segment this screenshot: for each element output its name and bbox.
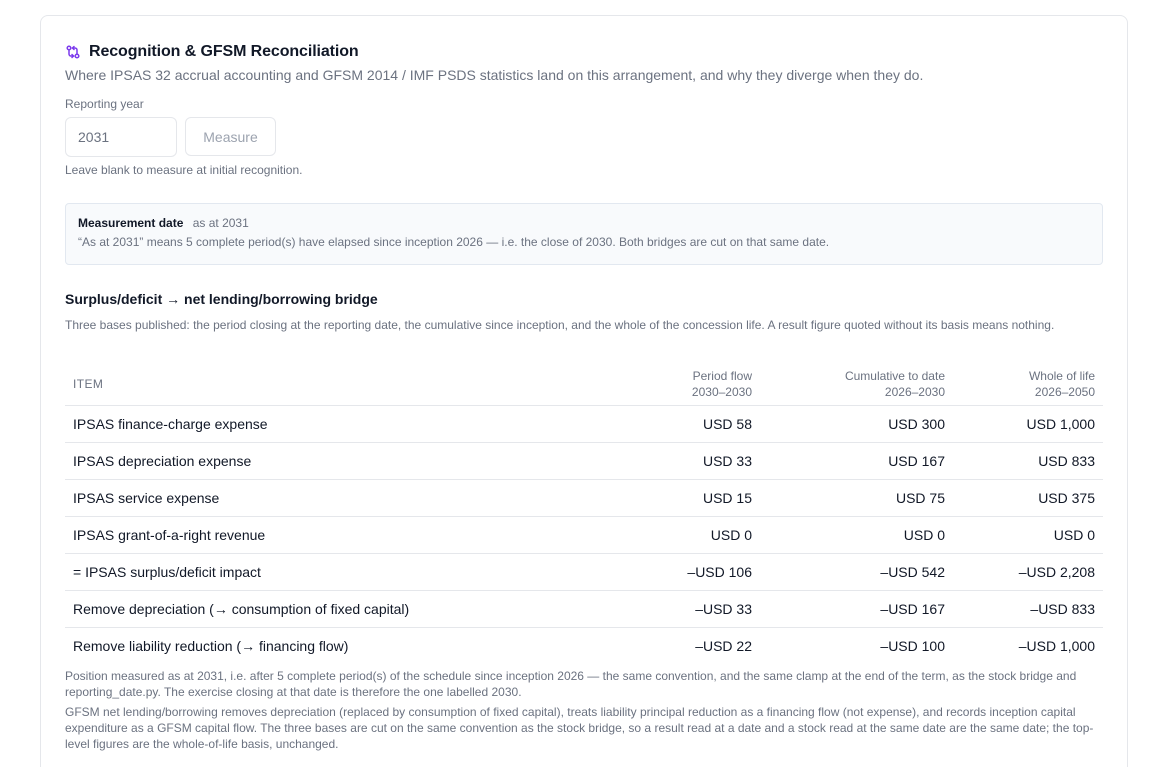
table-row xyxy=(65,405,1103,442)
measurement-date-header xyxy=(78,216,1090,230)
bridge-footnote-convention: Position measured as at 2031, i.e. after 5 complete period(s) of the schedule since inception 2026 — the same convention, and the same clamp at the end of the term, as the stock bridge and reporting_date.py. The exercise closing at that date is therefore the one labelled 2030. xyxy=(65,669,1077,699)
column-header-whole xyxy=(953,364,1103,405)
row-period: USD 58 xyxy=(559,405,760,442)
row-item: IPSAS grant-of-a-right revenue xyxy=(65,516,559,553)
row-whole: –USD 2,208 xyxy=(953,553,1103,590)
row-cumulative: –USD 100 xyxy=(880,637,945,654)
column-header-whole-range: 2026–2050 xyxy=(1034,385,1095,400)
reconciliation-card xyxy=(40,15,1128,767)
row-whole: USD 375 xyxy=(953,479,1103,516)
row-whole: –USD 833 xyxy=(953,590,1103,627)
bridge-title: Surplus/deficit → net lending/borrowing bridge xyxy=(65,291,378,307)
table-row xyxy=(65,516,1103,553)
row-period: USD 33 xyxy=(559,442,760,479)
row-period: –USD 106 xyxy=(559,553,760,590)
row-whole: USD 1,000 xyxy=(953,405,1103,442)
measurement-date-note: “As at 2031” means 5 complete period(s) have elapsed since inception 2026 — i.e. the close of 2030. Both bridges are cut on that same date. xyxy=(78,235,830,249)
row-cumulative: USD 167 xyxy=(760,442,953,479)
row-cumulative: USD 75 xyxy=(760,479,953,516)
bridge-table xyxy=(65,364,1103,664)
column-header-whole-label: Whole of life xyxy=(1028,369,1095,384)
reporting-year-input[interactable] xyxy=(65,117,177,157)
row-period: USD 0 xyxy=(559,516,760,553)
table-row xyxy=(65,553,1103,590)
table-row xyxy=(65,442,1103,479)
row-item: IPSAS depreciation expense xyxy=(65,442,559,479)
row-item: Remove depreciation (→ consumption of fixed capital) xyxy=(65,590,559,627)
table-row xyxy=(65,627,1103,664)
row-item: IPSAS finance-charge expense xyxy=(65,405,559,442)
measurement-date-label: Measurement date xyxy=(78,216,184,230)
column-header-cumulative-label: Cumulative to date xyxy=(844,369,945,384)
column-header-cumulative xyxy=(760,364,953,405)
column-header-item: ITEM xyxy=(65,364,559,405)
measurement-date-value: as at 2031 xyxy=(192,216,249,230)
row-cumulative: USD 0 xyxy=(760,516,953,553)
row-cumulative: –USD 542 xyxy=(760,553,953,590)
measurement-date-box xyxy=(65,203,1103,265)
bridge-description: Three bases published: the period closing at the reporting date, the cumulative since inception, and the whole of the concession life. A result figure quoted without its basis means nothing. xyxy=(65,318,1055,332)
page-title: Recognition & GFSM Reconciliation xyxy=(89,43,359,60)
row-period: –USD 22 xyxy=(695,637,752,654)
row-whole: –USD 1,000 xyxy=(1018,637,1095,654)
row-period: USD 15 xyxy=(559,479,760,516)
row-item: = IPSAS surplus/deficit impact xyxy=(65,553,559,590)
row-whole: USD 833 xyxy=(953,442,1103,479)
table-header-row xyxy=(65,364,1103,405)
row-item: Remove liability reduction (→ financing flow) xyxy=(73,637,349,654)
column-header-cumulative-range: 2026–2030 xyxy=(884,385,945,400)
reporting-year-hint: Leave blank to measure at initial recognition. xyxy=(65,163,303,177)
row-period: –USD 33 xyxy=(559,590,760,627)
card-header xyxy=(65,43,359,61)
row-cumulative: –USD 167 xyxy=(760,590,953,627)
column-header-period-range: 2030–2030 xyxy=(691,385,752,400)
page-subtitle: Where IPSAS 32 accrual accounting and GFSM 2014 / IMF PSDS statistics land on this arrangement, and why they diverge when they do. xyxy=(65,67,924,83)
row-whole: USD 0 xyxy=(953,516,1103,553)
reporting-year-label: Reporting year xyxy=(65,97,144,111)
table-row xyxy=(65,479,1103,516)
git-compare-icon xyxy=(65,44,81,60)
row-item: IPSAS service expense xyxy=(65,479,559,516)
column-header-period xyxy=(559,364,760,405)
column-header-period-label: Period flow xyxy=(692,369,752,384)
bridge-footnote-gfsm: GFSM net lending/borrowing removes depreciation (replaced by consumption of fixed capital), treats liability principal reduction as a financing flow (not expense), and records inception capital expenditure as a GFSM capital flow. The three bases are cut on the same convention as the stock bridge, so a result read at a date and a stock read at the same date are the same date; the top-level figures are the whole-of-life basis, unchanged. xyxy=(65,705,1094,751)
row-cumulative: USD 300 xyxy=(760,405,953,442)
measure-button[interactable]: Measure xyxy=(185,117,276,156)
table-row xyxy=(65,590,1103,627)
